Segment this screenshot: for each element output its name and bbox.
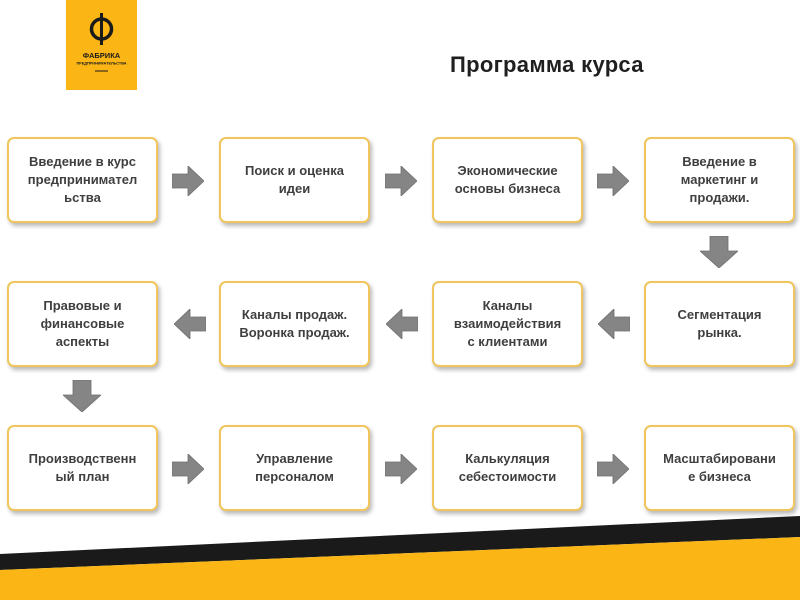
arrow-left-icon [386,309,418,339]
step-label: Правовые и финансовые аспекты [40,298,125,349]
arrow-down-icon [63,380,101,412]
step-label: Производственн ый план [28,451,137,484]
step-7-box [219,281,370,367]
arrow-right-icon [172,166,204,196]
logo-tagline: ПРЕДПРИНИМАТЕЛЬСТВА [76,61,127,66]
step-label: Введение в маркетинг и продажи. [680,154,759,205]
step-label: Экономические основы бизнеса [454,163,561,196]
arrow-down-icon [700,236,738,268]
step-label: Управление персоналом [255,451,334,484]
step-11-box [432,425,583,511]
logo [66,0,137,90]
logo-name: ФАБРИКА [82,51,121,60]
step-6-box [432,281,583,367]
step-label: Каналы взаимодействия с клиентами [453,298,562,349]
arrow-right-icon [597,454,629,484]
arrow-right-icon [172,454,204,484]
step-10-box [219,425,370,511]
step-12-box [644,425,795,511]
arrow-left-icon [598,309,630,339]
arrow-right-icon [385,166,417,196]
step-label: Калькуляция себестоимости [458,451,557,484]
step-1-box [7,137,158,223]
step-9-box [7,425,158,511]
footer-band [0,500,800,600]
logo-mark-icon [92,13,112,45]
arrow-left-icon [174,309,206,339]
step-8-box [7,281,158,367]
step-4-box [644,137,795,223]
step-label: Каналы продаж. Воронка продаж. [239,307,350,340]
step-5-box [644,281,795,367]
step-label: Введение в курс предпринимател ьства [27,154,138,205]
step-label: Поиск и оценка идеи [245,163,344,196]
step-label: Сегментация рынка. [677,307,762,340]
page-title: Программа курса [450,52,644,77]
step-2-box [219,137,370,223]
arrow-right-icon [597,166,629,196]
step-3-box [432,137,583,223]
step-label: Масштабировани е бизнеса [663,451,776,484]
arrow-right-icon [385,454,417,484]
